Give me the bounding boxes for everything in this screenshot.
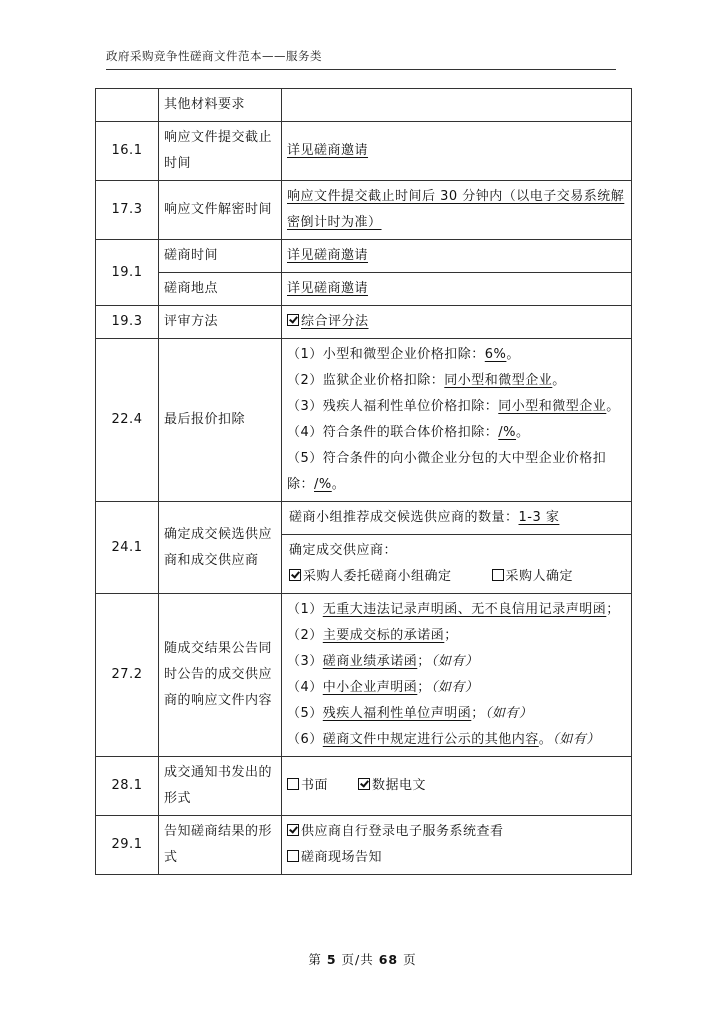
table-row [96, 816, 632, 875]
table-row [96, 181, 632, 240]
candidate-count-value: 1-3 家 [518, 510, 560, 525]
row-label: 评审方法 [159, 306, 282, 339]
row-number: 22.4 [96, 339, 159, 502]
row-number: 16.1 [96, 122, 159, 181]
row-value [282, 816, 632, 875]
option-label: 磋商现场告知 [301, 850, 383, 865]
row-value [282, 594, 632, 757]
announcement-item [287, 701, 626, 727]
evaluation-method-value: 综合评分法 [301, 314, 369, 329]
item-text: 主要成交标的承诺函 [322, 628, 445, 643]
option-label: 供应商自行登录电子服务系统查看 [301, 824, 504, 839]
item-prefix: （5） [287, 706, 323, 721]
footer-text: 第 [308, 952, 322, 967]
item-text: 磋商文件中规定进行公示的其他内容 [322, 732, 539, 747]
unchecked-checkbox-icon[interactable] [287, 850, 299, 862]
row-value [282, 273, 632, 306]
item-prefix: （3） [287, 654, 323, 669]
row-label: 响应文件提交截止时间 [159, 122, 282, 181]
deduction-line [287, 420, 626, 446]
deduction-value: 同小型和微型企业 [444, 373, 553, 388]
punctuation: 。 [606, 399, 620, 414]
deduction-text: （5）符合条件的向小微企业分包的大中型企业价格扣除： [287, 451, 607, 492]
row-number: 19.3 [96, 306, 159, 339]
deduction-value: /% [314, 477, 332, 492]
row-number: 17.3 [96, 181, 159, 240]
punctuation: 。 [538, 732, 553, 747]
determine-supplier-options [289, 564, 624, 590]
deduction-text: （2）监狱企业价格扣除： [287, 373, 445, 388]
row-value [282, 181, 632, 240]
checked-checkbox-icon[interactable] [358, 778, 370, 790]
punctuation: 。 [506, 347, 520, 362]
item-note: （如有） [484, 706, 533, 721]
total-page-count: 68 [378, 952, 399, 967]
consultation-time-value: 详见磋商邀请 [287, 248, 369, 263]
announcement-item [287, 675, 626, 701]
unchecked-checkbox-icon[interactable] [287, 778, 299, 790]
row-value [282, 502, 632, 594]
row-label: 磋商地点 [159, 273, 282, 306]
determine-supplier-block [282, 535, 631, 593]
footer-text: 页 [403, 952, 417, 967]
row-label: 成交通知书发出的形式 [159, 757, 282, 816]
row-value [282, 757, 632, 816]
row-number: 28.1 [96, 757, 159, 816]
footer-text: 页/共 [341, 952, 374, 967]
punctuation: 。 [516, 425, 530, 440]
row-number: 24.1 [96, 502, 159, 594]
row-number: 29.1 [96, 816, 159, 875]
table-row [96, 273, 632, 306]
item-note: （如有） [430, 654, 479, 669]
deduction-value: 6% [484, 347, 507, 362]
item-prefix: （2） [287, 628, 323, 643]
option-label: 数据电文 [372, 778, 427, 793]
option-label: 采购人委托磋商小组确定 [303, 569, 452, 584]
deduction-value: 同小型和微型企业 [498, 399, 607, 414]
item-prefix: （1） [287, 602, 323, 617]
table-row [96, 757, 632, 816]
deduction-line [287, 368, 626, 394]
item-text: 中小企业声明函 [322, 680, 418, 695]
item-note: （如有） [430, 680, 479, 695]
row-value [282, 306, 632, 339]
option-label: 书面 [301, 778, 329, 793]
result-option-line [287, 845, 626, 871]
document-table [95, 88, 632, 875]
deduction-text: （4）符合条件的联合体价格扣除： [287, 425, 499, 440]
row-label: 响应文件解密时间 [159, 181, 282, 240]
table-row [96, 594, 632, 757]
row-label: 告知磋商结果的形式 [159, 816, 282, 875]
row-label: 确定成交候选供应商和成交供应商 [159, 502, 282, 594]
table-row [96, 502, 632, 594]
announcement-item [287, 649, 626, 675]
deduction-line [287, 342, 626, 368]
row-number: 27.2 [96, 594, 159, 757]
current-page-number: 5 [326, 952, 337, 967]
item-note: （如有） [552, 732, 600, 747]
deduction-text: （1）小型和微型企业价格扣除： [287, 347, 485, 362]
row-value [282, 240, 632, 273]
checked-checkbox-icon[interactable] [287, 314, 299, 326]
row-label: 最后报价扣除 [159, 339, 282, 502]
punctuation: ； [417, 680, 431, 695]
table-row [96, 89, 632, 122]
submission-deadline-value: 详见磋商邀请 [287, 143, 369, 158]
row-value [282, 122, 632, 181]
result-option-line [287, 819, 626, 845]
deduction-text: （3）残疾人福利性单位价格扣除： [287, 399, 499, 414]
table-row [96, 306, 632, 339]
item-text: 磋商业绩承诺函 [322, 654, 418, 669]
punctuation: ； [444, 628, 458, 643]
item-prefix: （6） [287, 732, 323, 747]
row-value [282, 89, 632, 122]
candidate-count-text: 磋商小组推荐成交候选供应商的数量： [289, 510, 519, 525]
punctuation: 。 [552, 373, 566, 388]
item-text: 无重大违法记录声明函、无不良信用记录声明函 [322, 602, 607, 617]
punctuation: 。 [331, 477, 346, 492]
checked-checkbox-icon[interactable] [287, 824, 299, 836]
row-label: 磋商时间 [159, 240, 282, 273]
option-label: 采购人确定 [505, 569, 574, 584]
deduction-line [287, 446, 626, 498]
item-text: 残疾人福利性单位声明函 [322, 706, 472, 721]
determine-supplier-text: 确定成交供应商： [289, 543, 398, 558]
checked-checkbox-icon[interactable] [289, 569, 301, 581]
punctuation: ； [417, 654, 431, 669]
page-footer [0, 950, 725, 968]
announcement-item [287, 623, 626, 649]
consultation-place-value: 详见磋商邀请 [287, 281, 369, 296]
row-label: 其他材料要求 [159, 89, 282, 122]
row-value [282, 339, 632, 502]
table-row [96, 122, 632, 181]
decryption-time-value: 响应文件提交截止时间后 30 分钟内（以电子交易系统解密倒计时为准） [287, 189, 625, 230]
table-row [96, 339, 632, 502]
row-label: 随成交结果公告同时公告的成交供应商的响应文件内容 [159, 594, 282, 757]
row-number: 19.1 [96, 240, 159, 306]
row-number [96, 89, 159, 122]
punctuation: ； [471, 706, 485, 721]
unchecked-checkbox-icon[interactable] [492, 569, 504, 581]
deduction-line [287, 394, 626, 420]
candidate-count-line [282, 502, 631, 535]
item-prefix: （4） [287, 680, 323, 695]
deduction-value: /% [498, 425, 517, 440]
page-header: 政府采购竞争性磋商文件范本——服务类 [106, 48, 616, 70]
table-row [96, 240, 632, 273]
announcement-item [287, 597, 626, 623]
announcement-item [287, 727, 626, 753]
punctuation: ； [606, 602, 620, 617]
